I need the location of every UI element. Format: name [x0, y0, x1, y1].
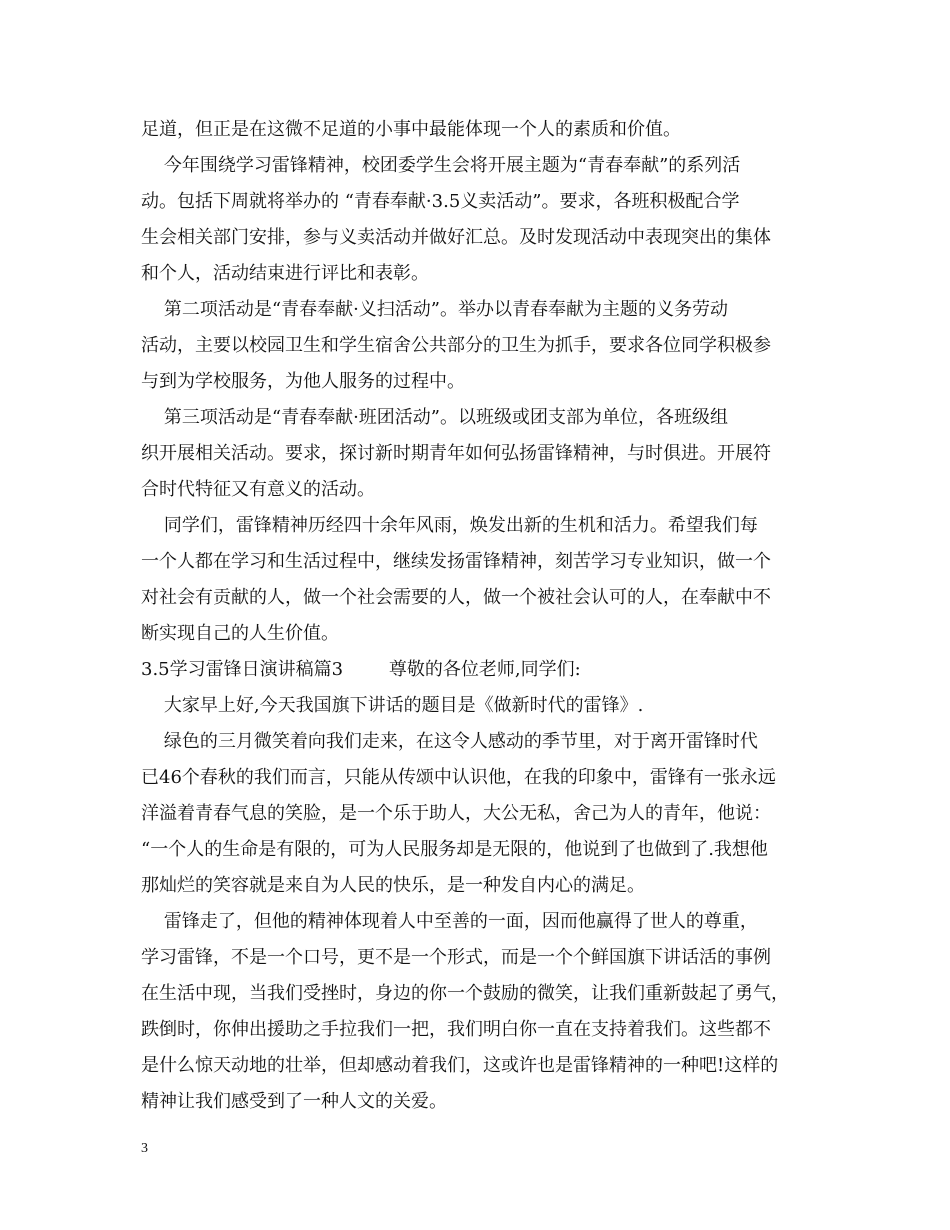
- text-line: 洋溢着青春气息的笑脸，是一个乐于助人，大公无私，舍己为人的青年，他说：: [141, 803, 771, 824]
- text-line: 雷锋走了，但他的精神体现着人中至善的一面，因而他赢得了世人的尊重，: [141, 911, 758, 932]
- text-line: 跌倒时，你伸出援助之手拉我们一把，我们明白你一直在支持着我们。这些都不: [141, 1019, 771, 1040]
- text-line: 与到为学校服务，为他人服务的过程中。: [141, 371, 465, 392]
- text-line: 第三项活动是“青春奉献·班团活动”。以班级或团支部为单位，各班级组: [141, 407, 729, 428]
- text-line: 一个人都在学习和生活过程中，继续发扬雷锋精神，刻苦学习专业知识，做一个: [141, 551, 771, 572]
- text-line: 那灿烂的笑容就是来自为人民的快乐，是一种发自内心的满足。: [141, 875, 645, 896]
- text-line: 活动，主要以校园卫生和学生宿舍公共部分的卫生为抓手，要求各位同学积极参: [141, 335, 771, 356]
- text-line: 合时代特征又有意义的活动。: [141, 479, 375, 500]
- section-heading: 3.5学习雷锋日演讲稿篇3 尊敬的各位老师,同学们:: [141, 659, 581, 680]
- text-line: 和个人，活动结束进行评比和表彰。: [141, 263, 429, 284]
- text-line: 断实现自己的人生价值。: [141, 623, 339, 644]
- text-line: 大家早上好,今天我国旗下讲话的题目是《做新时代的雷锋》.: [141, 695, 644, 716]
- text-line: 学习雷锋，不是一个口号，更不是一个形式，而是一个个鲜国旗下讲话活的事例: [141, 947, 771, 968]
- text-line: “一个人的生命是有限的，可为人民服务却是无限的，他说到了也做到了.我想他: [141, 839, 768, 860]
- text-line: 是什么惊天动地的壮举，但却感动着我们，这或许也是雷锋精神的一种吧!这样的: [141, 1055, 779, 1076]
- text-line: 今年围绕学习雷锋精神，校团委学生会将开展主题为“青春奉献”的系列活: [141, 155, 741, 176]
- text-line: 第二项活动是“青春奉献·义扫活动”。举办以青春奉献为主题的义务劳动: [141, 299, 729, 320]
- text-line: 生会相关部门安排，参与义卖活动并做好汇总。及时发现活动中表现突出的集体: [141, 227, 771, 248]
- page-number: 3: [141, 1141, 148, 1156]
- text-line: 足道，但正是在这微不足道的小事中最能体现一个人的素质和价值。: [141, 119, 681, 140]
- text-line: 在生活中现，当我们受挫时，身边的你一个鼓励的微笑，让我们重新鼓起了勇气，: [141, 983, 789, 1004]
- text-line: 对社会有贡献的人，做一个社会需要的人，做一个被社会认可的人，在奉献中不: [141, 587, 771, 608]
- text-line: 精神让我们感受到了一种人文的关爱。: [141, 1091, 447, 1112]
- text-line: 已46个春秋的我们而言，只能从传颂中认识他，在我的印象中，雷锋有一张永远: [141, 767, 776, 788]
- text-line: 同学们，雷锋精神历经四十余年风雨，焕发出新的生机和活力。希望我们每: [141, 515, 758, 536]
- text-line: 动。包括下周就将举办的 “青春奉献·3.5义卖活动”。要求，各班积极配合学: [141, 191, 740, 212]
- text-line: 绿色的三月微笑着向我们走来，在这令人感动的季节里，对于离开雷锋时代: [141, 731, 758, 752]
- text-line: 织开展相关活动。要求，探讨新时期青年如何弘扬雷锋精神，与时俱进。开展符: [141, 443, 771, 464]
